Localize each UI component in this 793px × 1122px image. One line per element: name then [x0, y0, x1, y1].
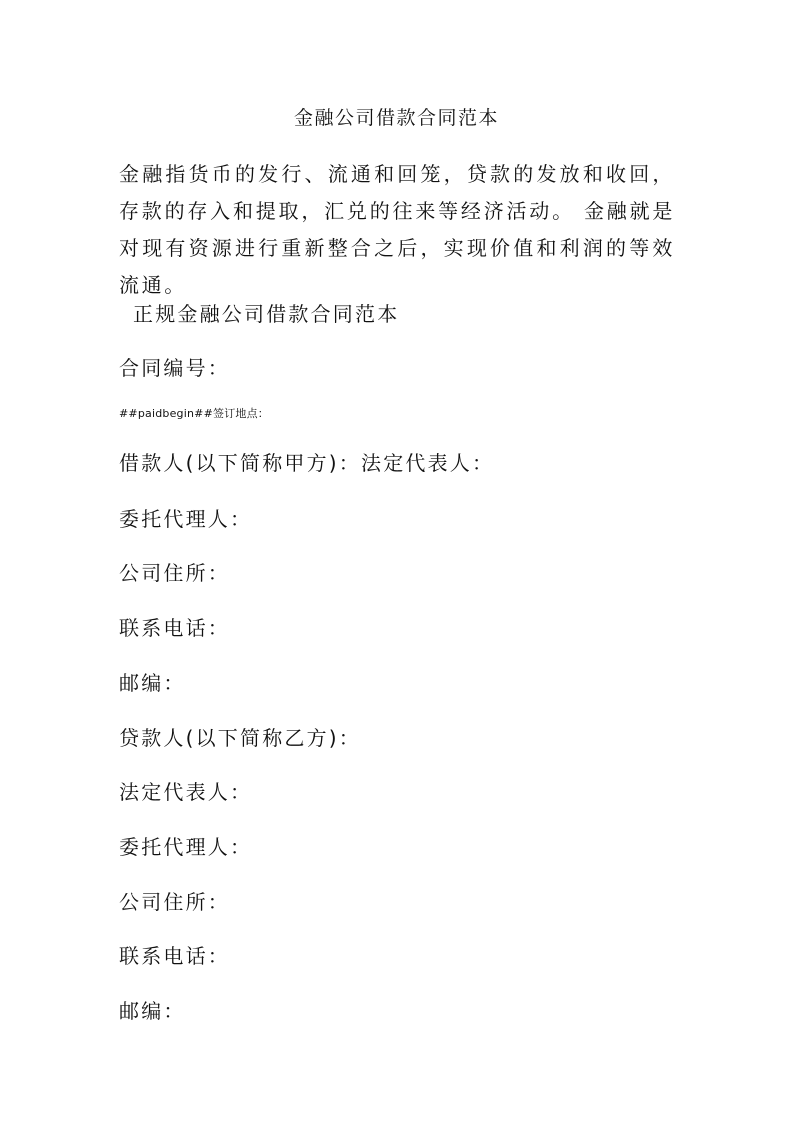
borrower-postcode-line: 邮编：: [119, 671, 186, 695]
lender-phone-line: 联系电话：: [119, 944, 230, 968]
contract-number-line: 合同编号：: [119, 356, 230, 380]
section-subtitle: 正规金融公司借款合同范本: [133, 302, 400, 326]
lender-postcode-line: 邮编：: [119, 999, 186, 1023]
borrower-line: 借款人(以下简称甲方)：法定代表人：: [119, 451, 495, 475]
borrower-address-line: 公司住所：: [119, 561, 230, 585]
lender-agent-line: 委托代理人：: [119, 835, 253, 859]
borrower-phone-line: 联系电话：: [119, 616, 230, 640]
document-title: 金融公司借款合同范本: [293, 107, 499, 129]
intro-paragraph: 金融指货币的发行、流通和回笼，贷款的发放和收回，存款的存入和提取，汇兑的往来等经济活动。 金融就是对现有资源进行重新整合之后，实现价值和利润的等效流通。: [119, 162, 675, 297]
lender-legal-rep-line: 法定代表人：: [119, 780, 253, 804]
lender-address-line: 公司住所：: [119, 890, 230, 914]
lender-line: 贷款人(以下简称乙方)：: [119, 726, 362, 750]
signing-place-line: ##paidbegin##签订地点：: [119, 407, 269, 420]
borrower-agent-line: 委托代理人：: [119, 507, 253, 531]
